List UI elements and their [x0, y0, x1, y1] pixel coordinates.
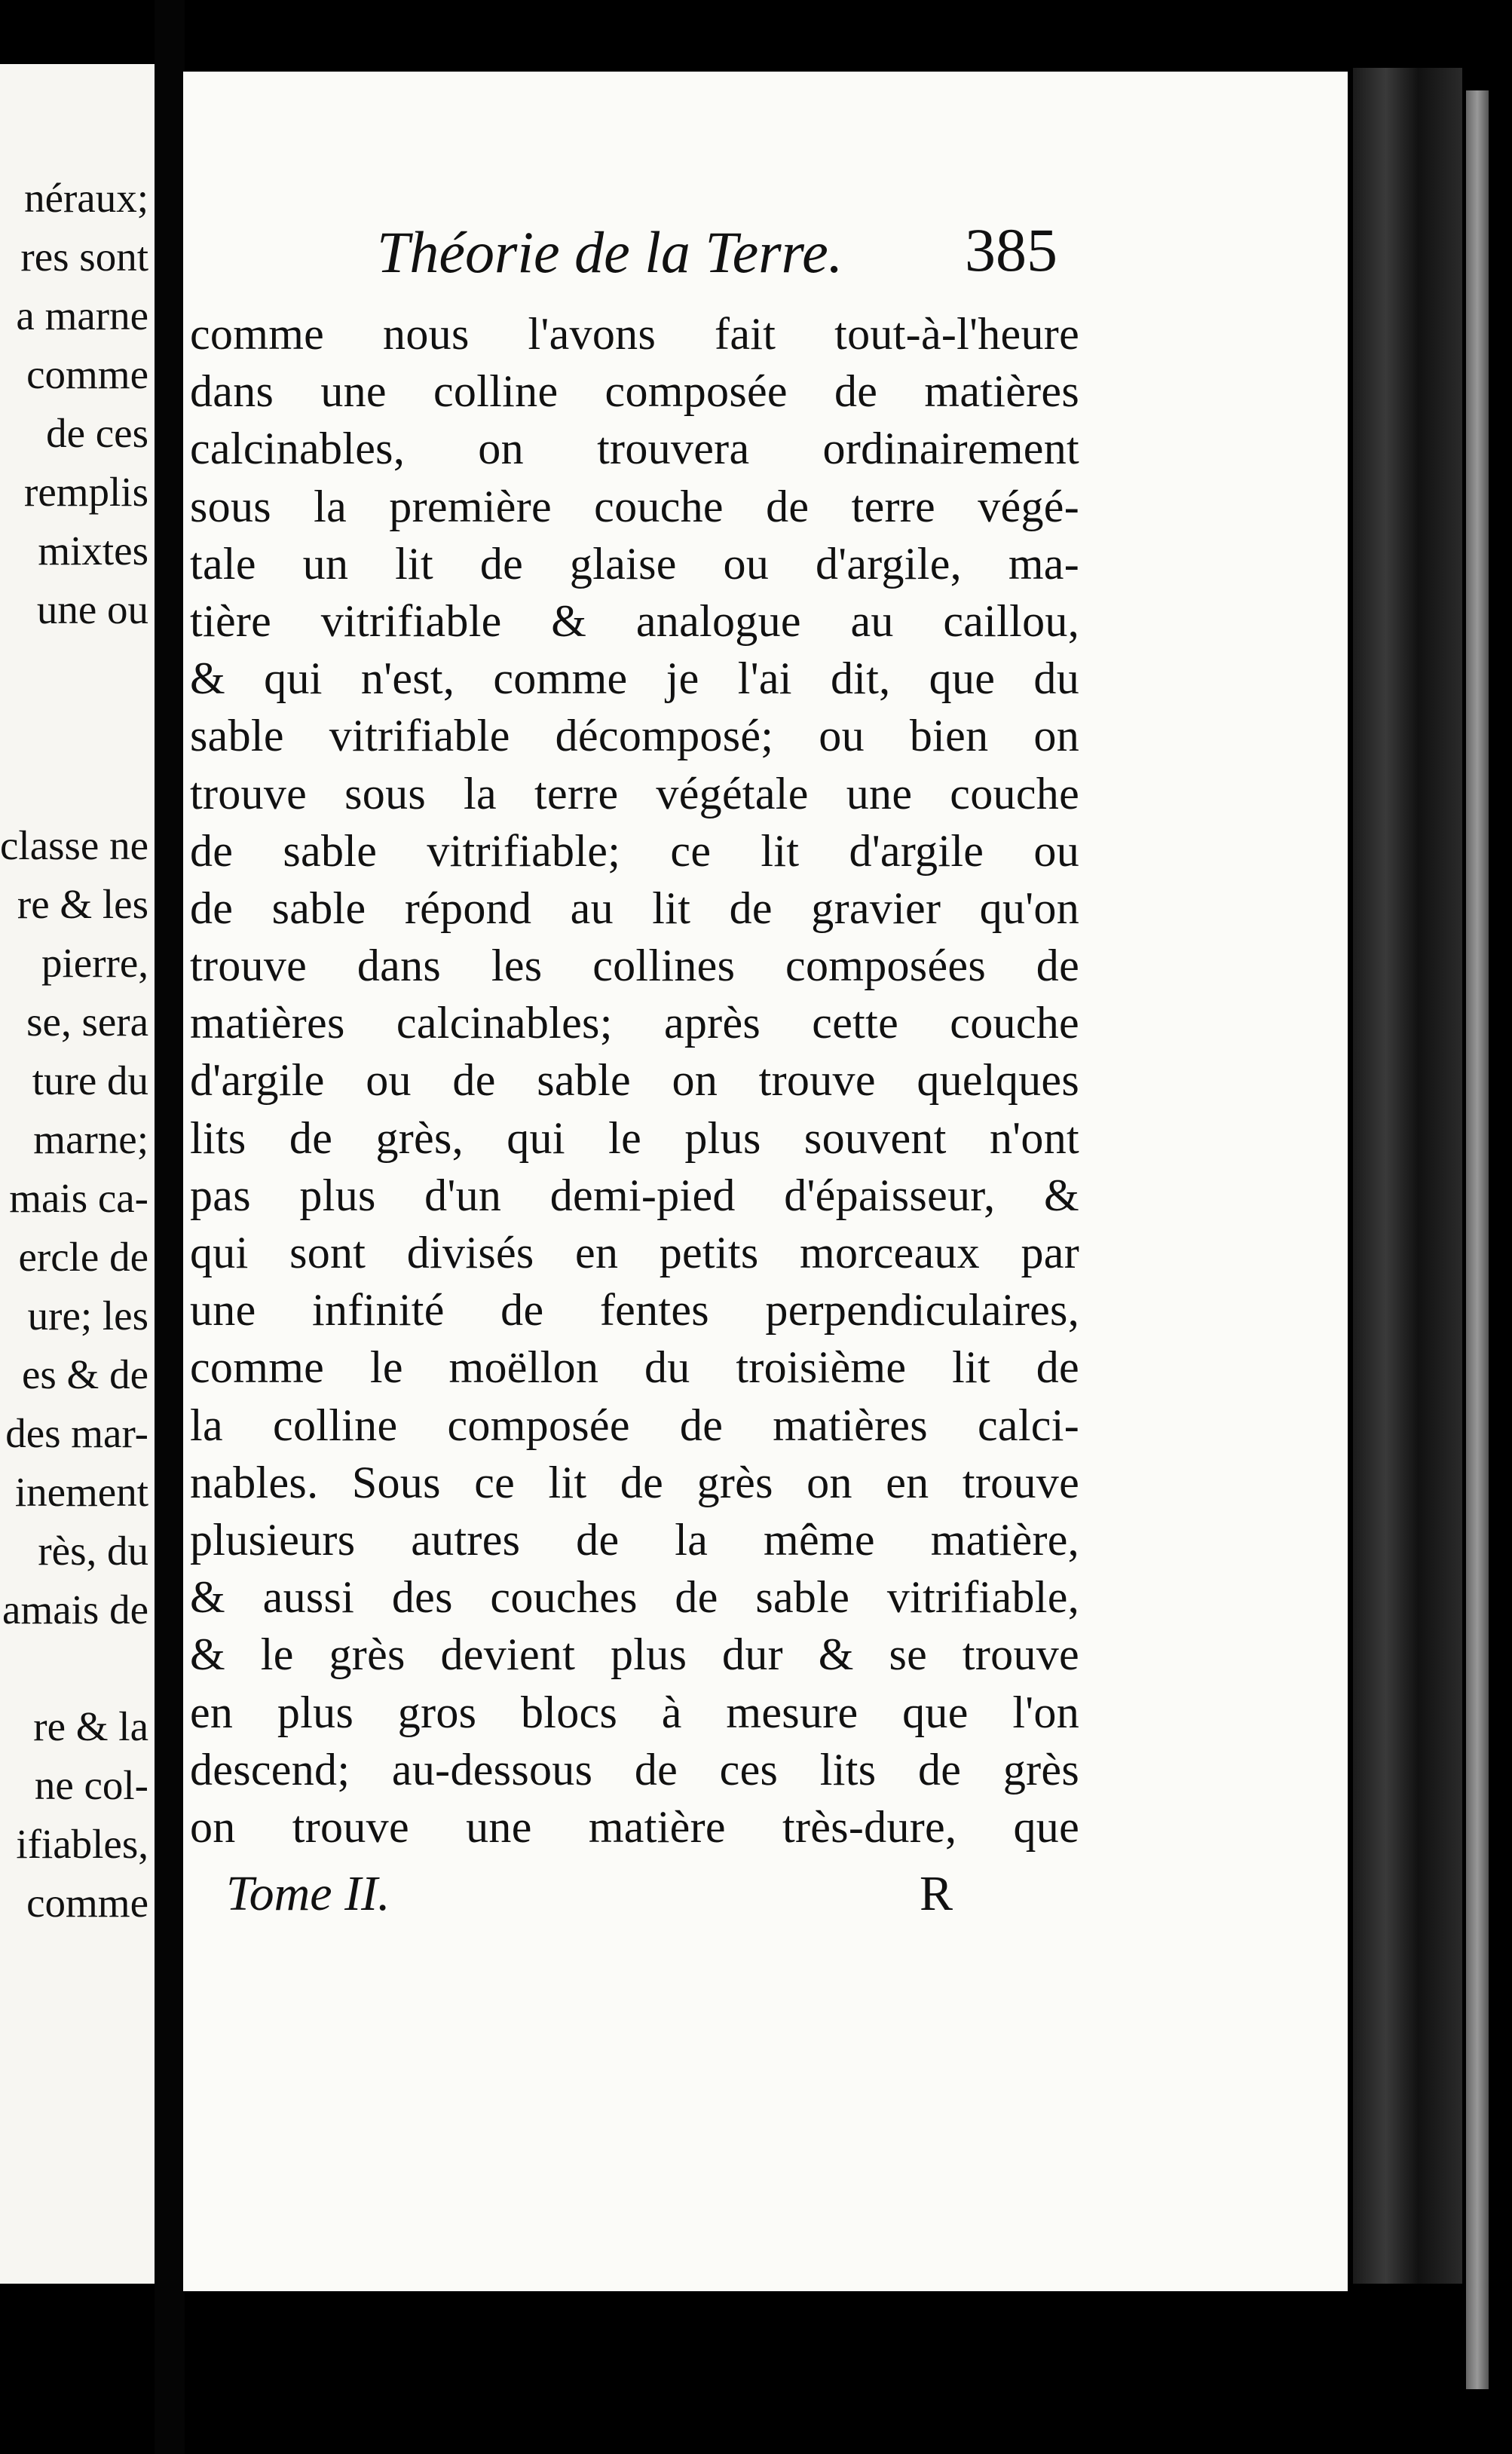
text-line: & qui n'est, comme je l'ai dit, que du: [190, 653, 1079, 704]
page-header: [377, 216, 1085, 301]
left-page-fragment: [0, 64, 155, 2284]
text-line: sable vitrifiable décomposé; ou bien on: [190, 711, 1079, 761]
left-line: res sont: [20, 234, 148, 280]
left-line: mais ca-: [9, 1175, 148, 1221]
left-line: a marne: [16, 292, 148, 338]
text-line: comme le moëllon du troisième lit de: [190, 1342, 1079, 1393]
text-line: nables. Sous ce lit de grès on en trouve: [190, 1457, 1079, 1507]
left-line: re & les: [17, 881, 148, 927]
left-line: re & la: [33, 1703, 148, 1749]
left-line: de ces: [46, 410, 148, 456]
left-line: mixtes: [38, 528, 148, 574]
text-line: sous la première couche de terre végé-: [190, 481, 1079, 531]
text-line: une infinité de fentes perpendiculaires,: [190, 1285, 1079, 1336]
text-line: qui sont divisés en petits morceaux par: [190, 1228, 1079, 1277]
left-line: classe ne: [0, 822, 148, 868]
left-line: comme: [26, 1880, 148, 1926]
text-line: tale un lit de glaise ou d'argile, ma-: [190, 538, 1079, 589]
book-cover-edge: [1466, 90, 1489, 2389]
text-line: trouve dans les collines composées de: [190, 941, 1079, 991]
left-line: es & de: [21, 1351, 148, 1397]
book-gutter: [155, 0, 185, 2454]
page-edges: [1353, 68, 1462, 2284]
left-line: comme: [26, 351, 148, 397]
left-line: des mar-: [5, 1410, 148, 1456]
volume-label: Tome II.: [226, 1866, 390, 1921]
body-text: [190, 305, 1079, 1856]
text-line: la colline composée de matières calci-: [190, 1400, 1079, 1450]
text-line: & le grès devient plus dur & se trouve: [190, 1629, 1079, 1680]
text-line: dans une colline composée de matières: [190, 366, 1079, 417]
text-line: lits de grès, qui le plus souvent n'ont: [190, 1112, 1079, 1163]
text-line: d'argile ou de sable on trouve quelques: [190, 1055, 1079, 1106]
left-line: ure; les: [27, 1293, 148, 1339]
left-line: pierre,: [41, 940, 148, 986]
left-line: remplis: [24, 469, 148, 515]
text-line: comme nous l'avons fait tout-à-l'heure: [190, 309, 1079, 359]
left-line: se, sera: [26, 999, 148, 1045]
text-line: trouve sous la terre végétale une couche: [190, 768, 1079, 819]
left-line: marne;: [33, 1116, 148, 1162]
text-line: pas plus d'un demi-pied d'épaisseur, &: [190, 1170, 1079, 1220]
left-line: ercle de: [18, 1234, 148, 1280]
text-line: plusieurs autres de la même matière,: [190, 1514, 1079, 1565]
left-line: néraux;: [24, 175, 148, 221]
text-line: descend; au-dessous de ces lits de grès: [190, 1744, 1079, 1795]
left-line: inement: [14, 1469, 148, 1515]
text-line: & aussi des couches de sable vitrifiable,: [190, 1572, 1079, 1623]
page-number: 385: [965, 216, 1057, 284]
page-footer: [226, 1865, 980, 1933]
signature-mark: R: [920, 1866, 953, 1921]
text-line: tière vitrifiable & analogue au caillou,: [190, 595, 1079, 646]
left-line: amais de: [2, 1587, 148, 1632]
text-line: en plus gros blocs à mesure que l'on: [190, 1687, 1079, 1737]
left-line: ture du: [32, 1057, 148, 1103]
left-line: une ou: [36, 586, 148, 632]
text-line: calcinables, on trouvera ordinairement: [190, 424, 1079, 474]
text-line: de sable répond au lit de gravier qu'on: [190, 883, 1079, 933]
left-line: rès, du: [38, 1528, 148, 1574]
left-line: ifiables,: [16, 1821, 148, 1867]
text-line: de sable vitrifiable; ce lit d'argile ou: [190, 825, 1079, 876]
text-line: on trouve une matière très-dure, que: [190, 1801, 1079, 1852]
left-line: ne col-: [34, 1762, 148, 1808]
running-title: Théorie de la Terre.: [377, 219, 843, 285]
text-line: matières calcinables; après cette couche: [190, 998, 1079, 1048]
